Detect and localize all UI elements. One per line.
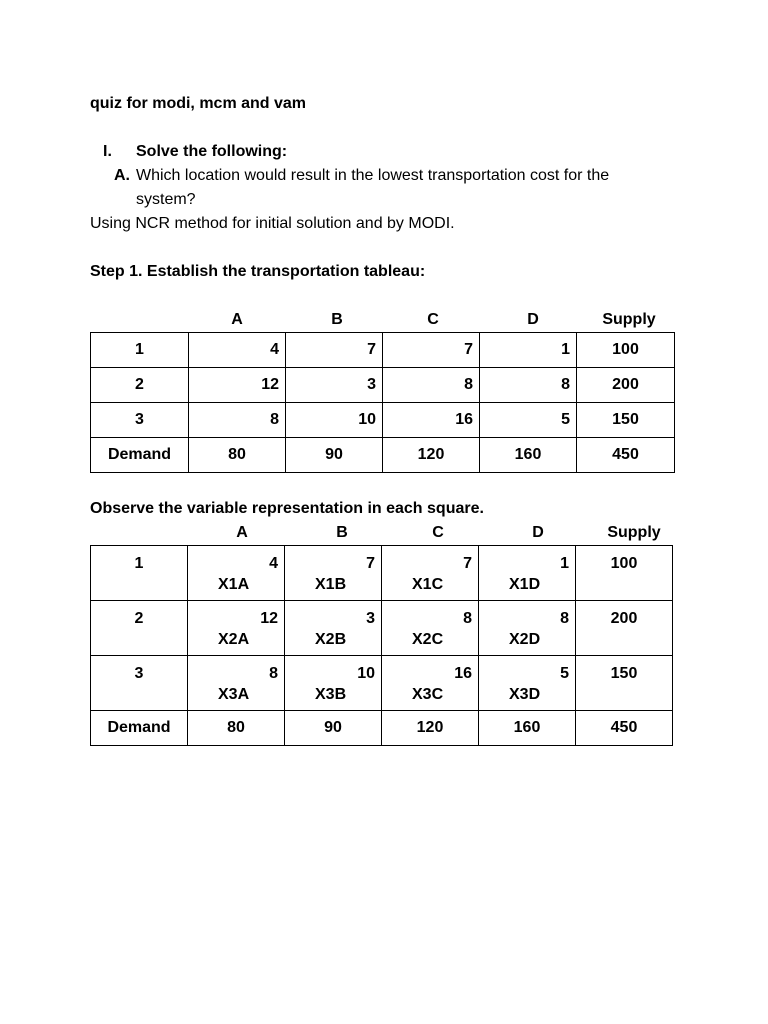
cost-value: 8 xyxy=(463,610,472,627)
demand-row xyxy=(91,438,675,473)
variable-cell xyxy=(188,546,285,601)
item-text-line2: system? xyxy=(136,191,196,208)
supply-cell: 100 xyxy=(577,333,675,368)
variable-name: X1A xyxy=(218,576,250,593)
variable-cell xyxy=(382,546,479,601)
variable-name: X3A xyxy=(218,686,250,703)
cost-value: 1 xyxy=(560,555,569,572)
table-row xyxy=(91,656,673,711)
cost-cell: 3 xyxy=(286,368,383,403)
table-row xyxy=(91,601,673,656)
cost-value: 7 xyxy=(366,555,375,572)
table1-header-d: D xyxy=(527,311,539,328)
variable-name: X2D xyxy=(509,631,541,648)
method-line: Using NCR method for initial solution and by MODI. xyxy=(90,215,455,232)
variable-name: X2C xyxy=(412,631,444,648)
row-label: 2 xyxy=(91,601,188,656)
cost-cell: 10 xyxy=(286,403,383,438)
demand-row xyxy=(91,711,673,746)
demand-label: Demand xyxy=(91,438,189,473)
cost-value: 7 xyxy=(463,555,472,572)
cost-value: 10 xyxy=(357,665,375,682)
section-heading: Solve the following: xyxy=(136,143,288,160)
cost-cell: 12 xyxy=(189,368,286,403)
variable-name: X1D xyxy=(509,576,541,593)
supply-cell: 200 xyxy=(576,601,673,656)
supply-cell: 200 xyxy=(577,368,675,403)
demand-cell: 120 xyxy=(383,438,480,473)
table2-header-c: C xyxy=(432,524,444,541)
demand-cell: 160 xyxy=(479,711,576,746)
variable-tableau xyxy=(90,545,673,746)
variable-cell xyxy=(285,546,382,601)
table-row xyxy=(91,546,673,601)
variable-name: X3D xyxy=(509,686,541,703)
variable-cell xyxy=(188,656,285,711)
variable-cell xyxy=(479,546,576,601)
total-cell: 450 xyxy=(577,438,675,473)
variable-name: X1C xyxy=(412,576,444,593)
transportation-tableau xyxy=(90,332,675,473)
demand-cell: 90 xyxy=(285,711,382,746)
row-label: 1 xyxy=(91,333,189,368)
table2-header-d: D xyxy=(532,524,544,541)
variable-cell xyxy=(285,601,382,656)
variable-cell xyxy=(382,601,479,656)
variable-cell xyxy=(479,601,576,656)
supply-cell: 150 xyxy=(576,656,673,711)
variable-cell xyxy=(479,656,576,711)
variable-name: X2B xyxy=(315,631,347,648)
table-row xyxy=(91,403,675,438)
cost-value: 12 xyxy=(260,610,278,627)
variable-name: X2A xyxy=(218,631,250,648)
cost-cell: 8 xyxy=(480,368,577,403)
supply-cell: 150 xyxy=(577,403,675,438)
table2-header-b: B xyxy=(336,524,348,541)
row-label: 3 xyxy=(91,403,189,438)
section-number: I. xyxy=(103,143,112,160)
row-label: 1 xyxy=(91,546,188,601)
demand-cell: 80 xyxy=(188,711,285,746)
cost-value: 8 xyxy=(269,665,278,682)
variable-name: X3B xyxy=(315,686,347,703)
variable-cell xyxy=(188,601,285,656)
row-label: 2 xyxy=(91,368,189,403)
cost-value: 4 xyxy=(269,555,278,572)
cost-cell: 5 xyxy=(480,403,577,438)
row-label: 3 xyxy=(91,656,188,711)
demand-cell: 160 xyxy=(480,438,577,473)
table1-header-supply: Supply xyxy=(602,311,656,328)
table1-header-c: C xyxy=(427,311,439,328)
table1-header-b: B xyxy=(331,311,343,328)
observe-heading: Observe the variable representation in each square. xyxy=(90,500,484,517)
cost-value: 3 xyxy=(366,610,375,627)
supply-cell: 100 xyxy=(576,546,673,601)
table-row xyxy=(91,333,675,368)
cost-cell: 8 xyxy=(189,403,286,438)
demand-label: Demand xyxy=(91,711,188,746)
document-title: quiz for modi, mcm and vam xyxy=(90,95,307,112)
table2-header-supply: Supply xyxy=(607,524,661,541)
table1-header-a: A xyxy=(231,311,243,328)
table-row xyxy=(91,368,675,403)
variable-cell xyxy=(285,656,382,711)
cost-cell: 7 xyxy=(286,333,383,368)
cost-value: 5 xyxy=(560,665,569,682)
demand-cell: 80 xyxy=(189,438,286,473)
demand-cell: 120 xyxy=(382,711,479,746)
step1-heading: Step 1. Establish the transportation tableau: xyxy=(90,263,426,280)
cost-cell: 7 xyxy=(383,333,480,368)
variable-name: X3C xyxy=(412,686,444,703)
variable-name: X1B xyxy=(315,576,347,593)
variable-cell xyxy=(382,656,479,711)
item-letter: A. xyxy=(114,167,130,184)
demand-cell: 90 xyxy=(286,438,383,473)
cost-value: 16 xyxy=(454,665,472,682)
cost-cell: 1 xyxy=(480,333,577,368)
cost-cell: 8 xyxy=(383,368,480,403)
total-cell: 450 xyxy=(576,711,673,746)
item-text-line1: Which location would result in the lowest transportation cost for the xyxy=(136,167,610,184)
cost-value: 8 xyxy=(560,610,569,627)
table2-header-a: A xyxy=(236,524,248,541)
cost-cell: 16 xyxy=(383,403,480,438)
cost-cell: 4 xyxy=(189,333,286,368)
